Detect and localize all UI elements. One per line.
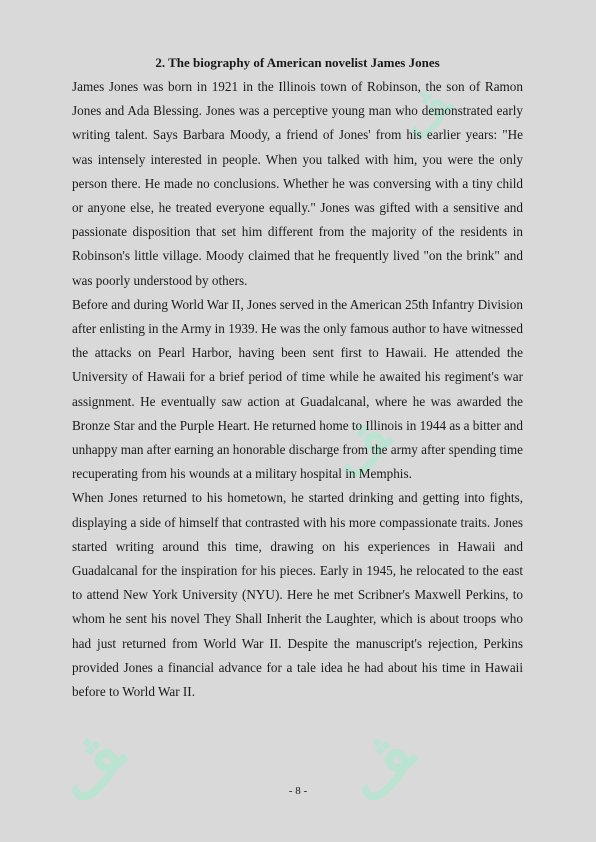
watermark-glyph: ﭫ: [39, 718, 138, 816]
body-paragraph: Before and during World War II, Jones served in the American 25th Infantry Division after enlisting in the Army in 1939. He was the only famous author to have witnessed the attacks on Pearl Harbor, having been sent first to Hawaii. He attended the University of Hawaii for a brief period of time while he awaited his regiment's war assignment. He eventually saw action at Guadalcanal, where he was awarded the Bronze Star and the Purple Heart. He returned home to Illinois in 1944 as a bitter and unhappy man after earning an honorable discharge from the army after spending time recuperating from his wounds at a military hospital in Memphis.: [72, 296, 523, 482]
body-paragraph: James Jones was born in 1921 in the Illinois town of Robinson, the son of Ramon Jones and Ada Blessing. Jones was a perceptive young man who demonstrated early writing talent. Says Barbara Moody, a friend of Jones' from his earlier years: "He was intensely interested in people. When you talked with him, you were the only person there. He made no conclusions. Whether he was conversing with a tiny child or anyone else, he treated everyone equally." Jones was gifted with a sensitive and passionate disposition that set him different from the majority of the residents in Robinson's little village. Moody claimed that he frequently lived "on the brink" and was poorly understood by others.: [72, 79, 523, 288]
section-heading: 2. The biography of American novelist James Jones: [155, 55, 440, 70]
watermark-glyph: ﭫ: [315, 404, 402, 491]
document-page: [72, 54, 523, 704]
watermark-glyph: ﭫ: [329, 718, 428, 816]
watermark-glyph: ﭫ: [388, 77, 461, 150]
body-paragraph: When Jones returned to his hometown, he started drinking and getting into fights, displaying a side of himself that contrasted with his more compassionate traits. Jones started writing around this time, drawing on his experiences in Hawaii and Guadalcanal for the inspiration for his pieces. Early in 1945, he relocated to the east to attend New York University (NYU). Here he met Scribner's Maxwell Perkins, to whom he sent his novel They Shall Inherit the Laughter, which is about troops who had just returned from World War II. Despite the manuscript's rejection, Perkins provided Jones a financial advance for a tale idea he had about his time in Hawaii before to World War II.: [72, 490, 523, 700]
page-number: - 8 -: [288, 785, 308, 797]
